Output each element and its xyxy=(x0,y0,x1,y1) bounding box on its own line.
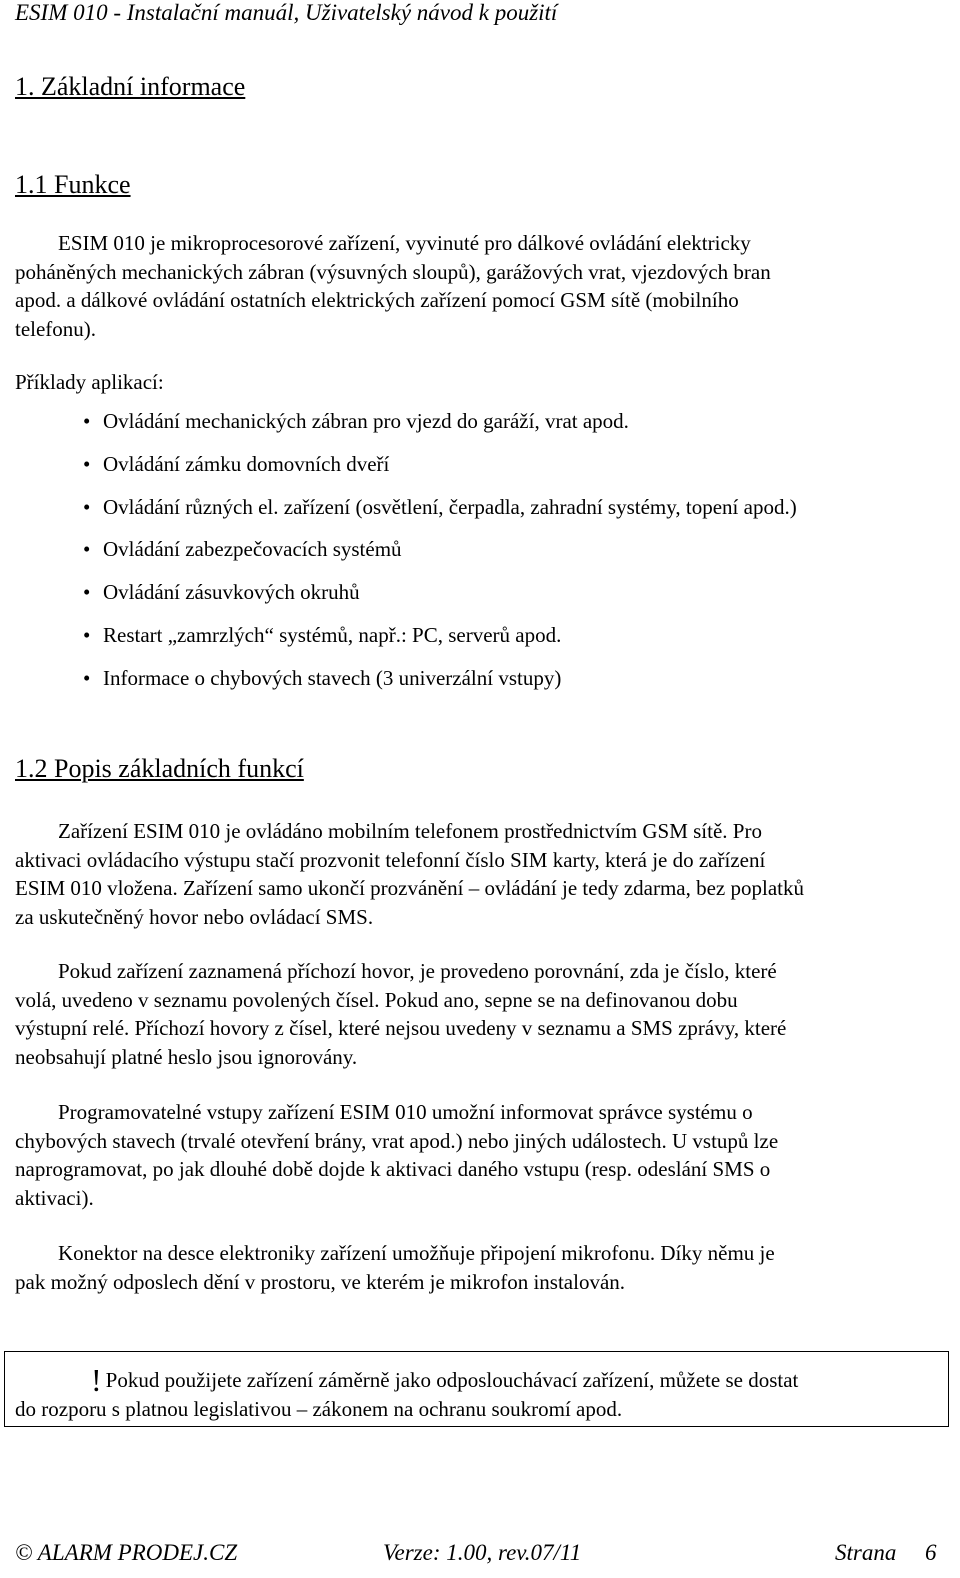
description-paragraph-2 xyxy=(15,957,940,1071)
exclamation-icon: ! xyxy=(91,1362,102,1398)
paragraph-line: naprogramovat, po jak dlouhé době dojde k aktivaci daného vstupu (resp. odeslání SMS o xyxy=(15,1157,771,1181)
paragraph-line: Pokud zařízení zaznamená příchozí hovor, je provedeno porovnání, zda je číslo, které xyxy=(58,959,777,983)
paragraph-line: neobsahují platné heslo jsou ignorovány. xyxy=(15,1044,358,1069)
paragraph-line: aktivaci ovládacího výstupu stačí prozvonit telefonní číslo SIM karty, která je do zařízení xyxy=(15,847,766,872)
footer-page-label: Strana xyxy=(835,1540,897,1565)
bullet-icon: • xyxy=(83,580,91,605)
bullet-icon: • xyxy=(83,494,91,519)
section-1-1-heading: 1.1 Funkce xyxy=(15,170,131,199)
paragraph-line: Zařízení ESIM 010 je ovládáno mobilním telefonem prostřednictvím GSM sítě. Pro xyxy=(58,819,762,843)
section-1-2-heading: 1.2 Popis základních funkcí xyxy=(15,754,304,783)
section-1-heading: 1. Základní informace xyxy=(15,72,246,101)
warning-box xyxy=(4,1351,949,1427)
bullet-icon: • xyxy=(83,665,91,690)
description-paragraph-4 xyxy=(15,1239,940,1296)
bullet-icon: • xyxy=(83,409,91,433)
warning-line-2: do rozporu s platnou legislativou – zákonem na ochranu soukromí apod. xyxy=(15,1397,623,1421)
description-paragraph-3 xyxy=(15,1098,940,1212)
list-item: • Ovládání zásuvkových okruhů xyxy=(83,577,797,620)
list-item: • Restart „zamrzlých“ systémů, např.: PC, serverů apod. xyxy=(83,620,797,663)
list-item: • Ovládání zabezpečovacích systémů xyxy=(83,534,797,577)
paragraph-line: volá, uvedeno v seznamu povolených čísel. Pokud ano, sepne se na definovanou dobu xyxy=(15,987,738,1012)
intro-line: ESIM 010 je mikroprocesorové zařízení, vyvinuté pro dálkové ovládání elektricky xyxy=(58,231,751,255)
paragraph-line: ESIM 010 vložena. Zařízení samo ukončí prozvánění – ovládání je tedy zdarma, bez poplatků xyxy=(15,876,804,900)
examples-list xyxy=(83,406,797,706)
paragraph-line: chybových stavech (trvalé otevření brány, vrat apod.) nebo jiných událostech. U vstupů lze xyxy=(15,1128,779,1153)
paragraph-line: pak možný odposlech dění v prostoru, ve kterém je mikrofon instalován. xyxy=(15,1269,626,1294)
document-header-title: ESIM 010 - Instalační manuál, Uživatelský návod k použití xyxy=(15,0,558,25)
intro-line: poháněných mechanických zábran (výsuvných sloupů), garážových vrat, vjezdových bran xyxy=(15,259,771,284)
paragraph-line: Programovatelné vstupy zařízení ESIM 010 umožní informovat správce systému o xyxy=(58,1100,753,1124)
list-item: • Informace o chybových stavech (3 univerzální vstupy) xyxy=(83,663,797,706)
paragraph-line: aktivaci). xyxy=(15,1185,94,1210)
warning-line-1: ! Pokud použijete zařízení záměrně jako odposlouchávací zařízení, můžete se dostat xyxy=(91,1362,799,1398)
description-paragraph-1 xyxy=(15,817,940,931)
examples-label: Příklady aplikací: xyxy=(15,370,164,394)
intro-line: apod. a dálkové ovládání ostatních elektrických zařízení pomocí GSM sítě (mobilního xyxy=(15,288,739,312)
intro-line: telefonu). xyxy=(15,316,97,341)
paragraph-line: výstupní relé. Příchozí hovory z čísel, které nejsou uvedeny v seznamu a SMS zprávy, které xyxy=(15,1016,787,1040)
list-item: • Ovládání mechanických zábran pro vjezd do garáží, vrat apod. xyxy=(83,406,797,449)
paragraph-line: za uskutečněný hovor nebo ovládací SMS. xyxy=(15,904,374,929)
bullet-icon: • xyxy=(83,622,91,647)
list-item: • Ovládání zámku domovních dveří xyxy=(83,449,797,492)
list-item: • Ovládání různých el. zařízení (osvětlení, čerpadla, zahradní systémy, topení apod.) xyxy=(83,492,797,535)
paragraph-line: Konektor na desce elektroniky zařízení umožňuje připojení mikrofonu. Díky němu je xyxy=(58,1241,775,1265)
footer-company: © ALARM PRODEJ.CZ xyxy=(15,1540,238,1565)
bullet-icon: • xyxy=(83,537,91,562)
intro-paragraph xyxy=(15,229,940,343)
footer-version: Verze: 1.00, rev.07/11 xyxy=(383,1540,582,1565)
footer-page-number: 6 xyxy=(925,1540,937,1565)
bullet-icon: • xyxy=(83,451,91,476)
